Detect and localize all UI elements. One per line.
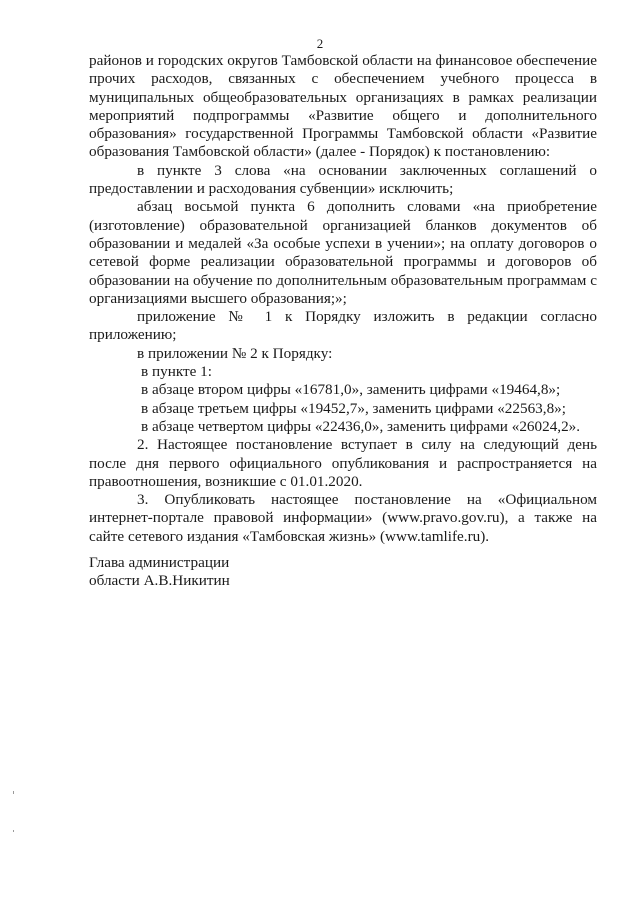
paragraph-second-indent-figures: в абзаце втором цифры «16781,0», заменить цифрами «19464,8»;	[141, 381, 561, 399]
paragraph-appendix-1-amendment: приложение № 1 к Порядку изложить в редакции согласно приложению;	[89, 308, 597, 344]
paragraph-effective-date: 2. Настоящее постановление вступает в силу на следующий день после дня первого официального опубликования и распространяется на правоотношения, возникшие с 01.01.2020.	[89, 436, 597, 490]
page-number: 2	[316, 36, 324, 51]
paragraph-appendix-2-intro: в приложении № 2 к Порядку:	[137, 344, 333, 362]
signature-title: Глава администрации	[89, 554, 230, 571]
paragraph-third-indent-figures: в абзаце третьем цифры «19452,7», заменить цифрами «22563,8»;	[141, 399, 566, 417]
signature-name: области А.В.Никитин	[89, 572, 230, 590]
scan-artifact	[13, 791, 14, 794]
scan-artifact	[13, 830, 14, 832]
paragraph-publication: 3. Опубликовать настоящее постановление на «Официальном интернет-портале правовой информации» (www.pravo.gov.ru), а также на сайте сетевого издания «Тамбовская жизнь» (www.tamlife.ru).	[89, 491, 597, 545]
paragraph-fourth-indent-figures: в абзаце четвертом цифры «22436,0», заменить цифрами «26024,2».	[141, 417, 581, 435]
paragraph-item-3-amendment: в пункте 3 слова «на основании заключенных соглашений о предоставлении и расходования субвенции» исключить;	[89, 161, 597, 198]
signature-block	[89, 554, 230, 591]
paragraph-point-1-intro: в пункте 1:	[141, 363, 212, 381]
paragraph-item-6-amendment: абзац восьмой пункта 6 дополнить словами «на приобретение (изготовление) образовательной организацией бланков документов об образовании и медалей «За особые успехи в учении»; на оплату договоров о сетевой форме реализации образовательной программы и договоров об образовании на обучение по дополнительным образовательным программам с организациями высшего образования;»;	[89, 198, 597, 307]
paragraph-preamble-continuation: районов и городских округов Тамбовской области на финансовое обеспечение прочих расходов, связанных с обеспечением учебного процесса в муниципальных общеобразовательных организациях в рамках реализации мероприятий подпрограммы «Развитие общего и дополнительного образования» государственной Программы Тамбовской области «Развитие образования Тамбовской области» (далее - Порядок) к постановлению:	[89, 52, 597, 161]
document-body	[89, 52, 597, 546]
